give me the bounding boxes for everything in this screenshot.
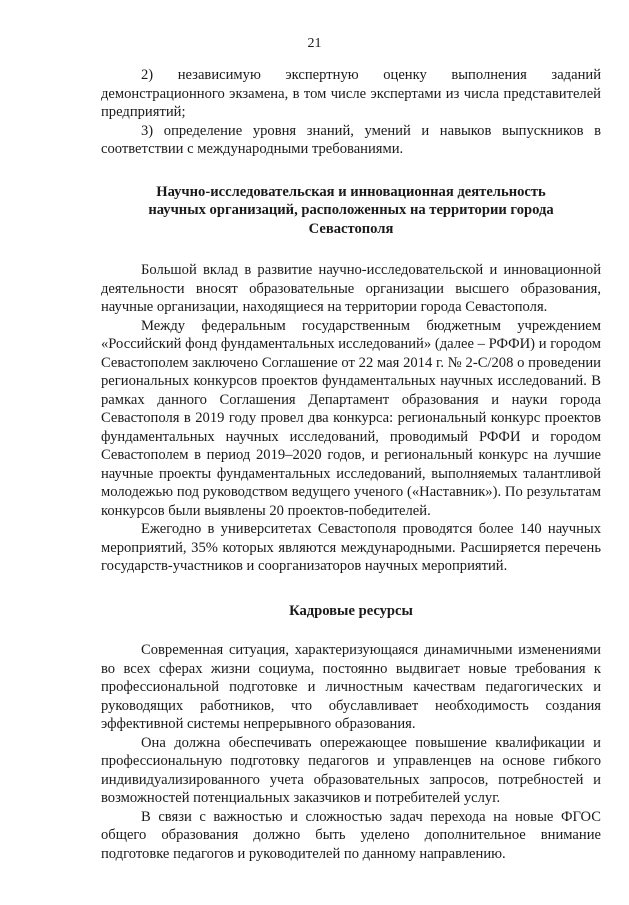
section-heading-research: Научно-исследовательская и инновационная деятельность научных организаций, расположенных на территории города Севастополя	[148, 183, 554, 237]
paragraph: Большой вклад в развитие научно-исследовательской и инновационной деятельности вносят образовательные организации высшего образования, научные организации, находящиеся на территории города Севастополя.	[101, 262, 601, 315]
page-content	[101, 66, 601, 863]
page-number: 21	[307, 36, 322, 51]
list-item: 2) независимую экспертную оценку выполнения заданий демонстрационного экзамена, в том числе экспертами из числа представителей предприятий;	[101, 67, 601, 120]
paragraph: Она должна обеспечивать опережающее повышение квалификации и профессиональную подготовку педагогов и управленцев на основе гибкого индивидуализированного учета образовательных запросов, потребностей и возможностей потенциальных заказчиков и потребителей услуг.	[101, 734, 601, 806]
paragraph: В связи с важностью и сложностью задач перехода на новые ФГОС общего образования должно быть уделено дополнительное внимание подготовке педагогов и руководителей по данному направлению.	[101, 808, 601, 862]
paragraph: Ежегодно в университетах Севастополя проводятся более 140 научных мероприятий, 35% которых являются международными. Расширяется перечень государств-участников и соорганизаторов научных мероприятий.	[101, 521, 601, 574]
paragraph: Современная ситуация, характеризующаяся динамичными изменениями во всех сферах жизни социума, постоянно выдвигает новые требования к профессиональной подготовке и личностным качествам педагогических и руководящих работников, что обуславливает необходимость создания эффективной системы непрерывного образования.	[101, 642, 601, 732]
section-heading-staff: Кадровые ресурсы	[289, 602, 413, 619]
paragraph: Между федеральным государственным бюджетным учреждением «Российский фонд фундаментальных исследований» (далее – РФФИ) и городом Севастополем заключено Соглашение от 22 мая 2014 г. № 2-С/208 о проведении региональных конкурсов проектов фундаментальных научных исследований. В рамках данного Соглашения Департамент образования и науки города Севастополя в 2019 году провел два конкурса: региональный конкурс проектов фундаментальных научных исследований, проводимый РФФИ и городом Севастополем в период 2019–2020 годов, и региональный конкурс на лучшие научные проекты фундаментальных исследований, выполняемых талантливой молодежью под руководством ведущего ученого («Наставник»). По результатам конкурсов были выявлены 20 проектов-победителей.	[101, 317, 601, 519]
list-item: 3) определение уровня знаний, умений и навыков выпускников в соответствии с международными требованиями.	[101, 122, 601, 157]
